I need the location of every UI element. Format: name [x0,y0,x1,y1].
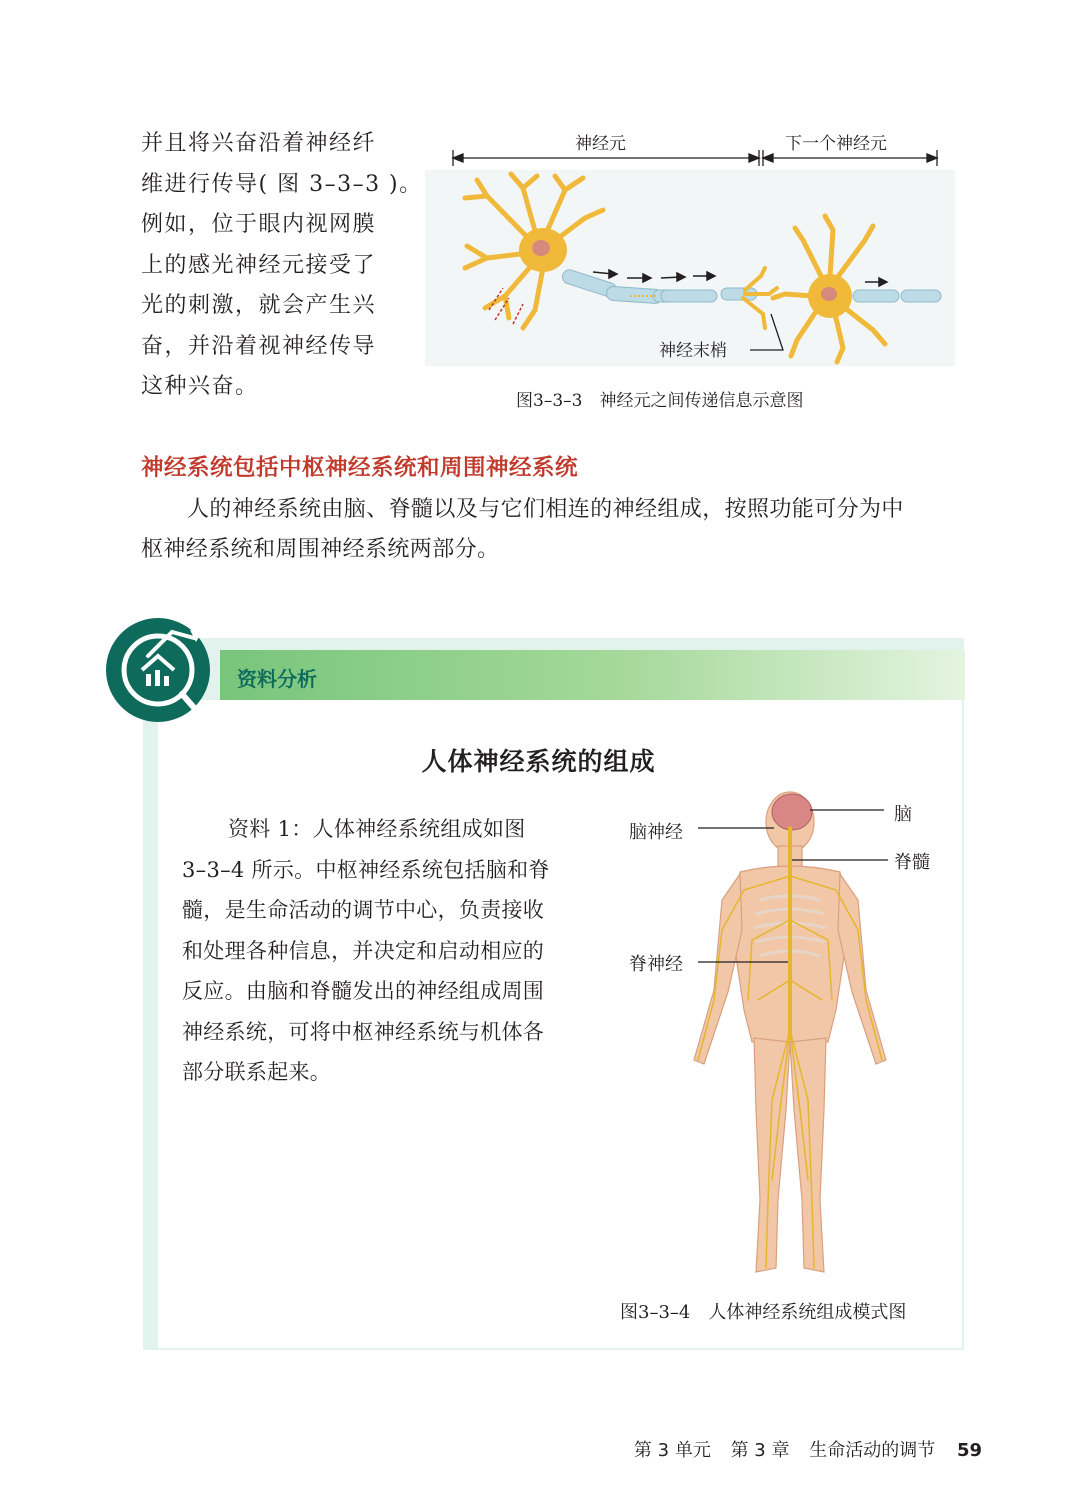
nerve-ending-label: 神经末梢 [659,341,727,361]
intro-line: 并且将兴奋沿着神经纤 [141,131,377,156]
box-line: 神经系统，可将中枢神经系统与机体各 [182,1019,545,1044]
box-paragraph [182,809,602,1093]
neuron-transmission-figure [425,118,955,418]
section-line: 人的神经系统由脑、脊髓以及与它们相连的神经组成，按照功能可分为中 [187,497,904,522]
next-neuron-label: 下一个神经元 [785,134,887,154]
data-analysis-banner-title: 资料分析 [237,667,317,691]
chart-magnifier-icon [98,608,228,738]
box-title: 人体神经系统的组成 [421,747,656,776]
figure-3-3-4-caption: 图3–3–4 人体神经系统组成模式图 [620,1302,907,1323]
section-line: 枢神经系统和周围神经系统两部分。 [141,537,500,562]
box-line: 反应。由脑和脊髓发出的神经组成周围 [182,979,545,1003]
intro-paragraph [141,124,423,408]
intro-line: 例如，位于眼内视网膜 [141,212,377,237]
section-heading: 神经系统包括中枢神经系统和周围神经系统 [141,455,579,481]
intro-line: 奋，并沿着视神经传导 [141,333,377,359]
nervous-system-figure [622,780,952,1285]
intro-line: 上的感光神经元接受了 [141,252,377,278]
section-paragraph [141,490,971,570]
intro-line: 维进行传导( 图 3–3–3 )。 [141,171,423,197]
footer-chapter-title: 生命活动的调节 [809,1440,936,1461]
spinal-cord-label: 脊髓 [894,852,930,873]
box-line: 资料 1：人体神经系统组成如图 [228,817,526,841]
page-number: 59 [956,1440,982,1461]
footer-chapter: 第 3 章 [730,1440,790,1461]
spinal-nerve-label: 脊神经 [629,954,683,975]
page-footer [620,1436,982,1462]
box-line: 3–3–4 所示。中枢神经系统包括脑和脊 [182,857,550,882]
intro-line: 光的刺激，就会产生兴 [141,293,377,318]
cranial-nerve-label: 脑神经 [629,822,683,843]
box-line: 髓，是生命活动的调节中心，负责接收 [182,898,545,922]
box-line: 和处理各种信息，并决定和启动相应的 [182,938,545,963]
neuron-label: 神经元 [575,134,626,154]
data-analysis-banner [220,650,965,700]
figure-3-3-3-caption: 图3–3–3 神经元之间传递信息示意图 [516,391,804,411]
box-line: 部分联系起来。 [182,1060,332,1084]
brain-label: 脑 [894,804,912,825]
footer-unit: 第 3 单元 [633,1440,711,1461]
intro-line: 这种兴奋。 [141,374,259,399]
